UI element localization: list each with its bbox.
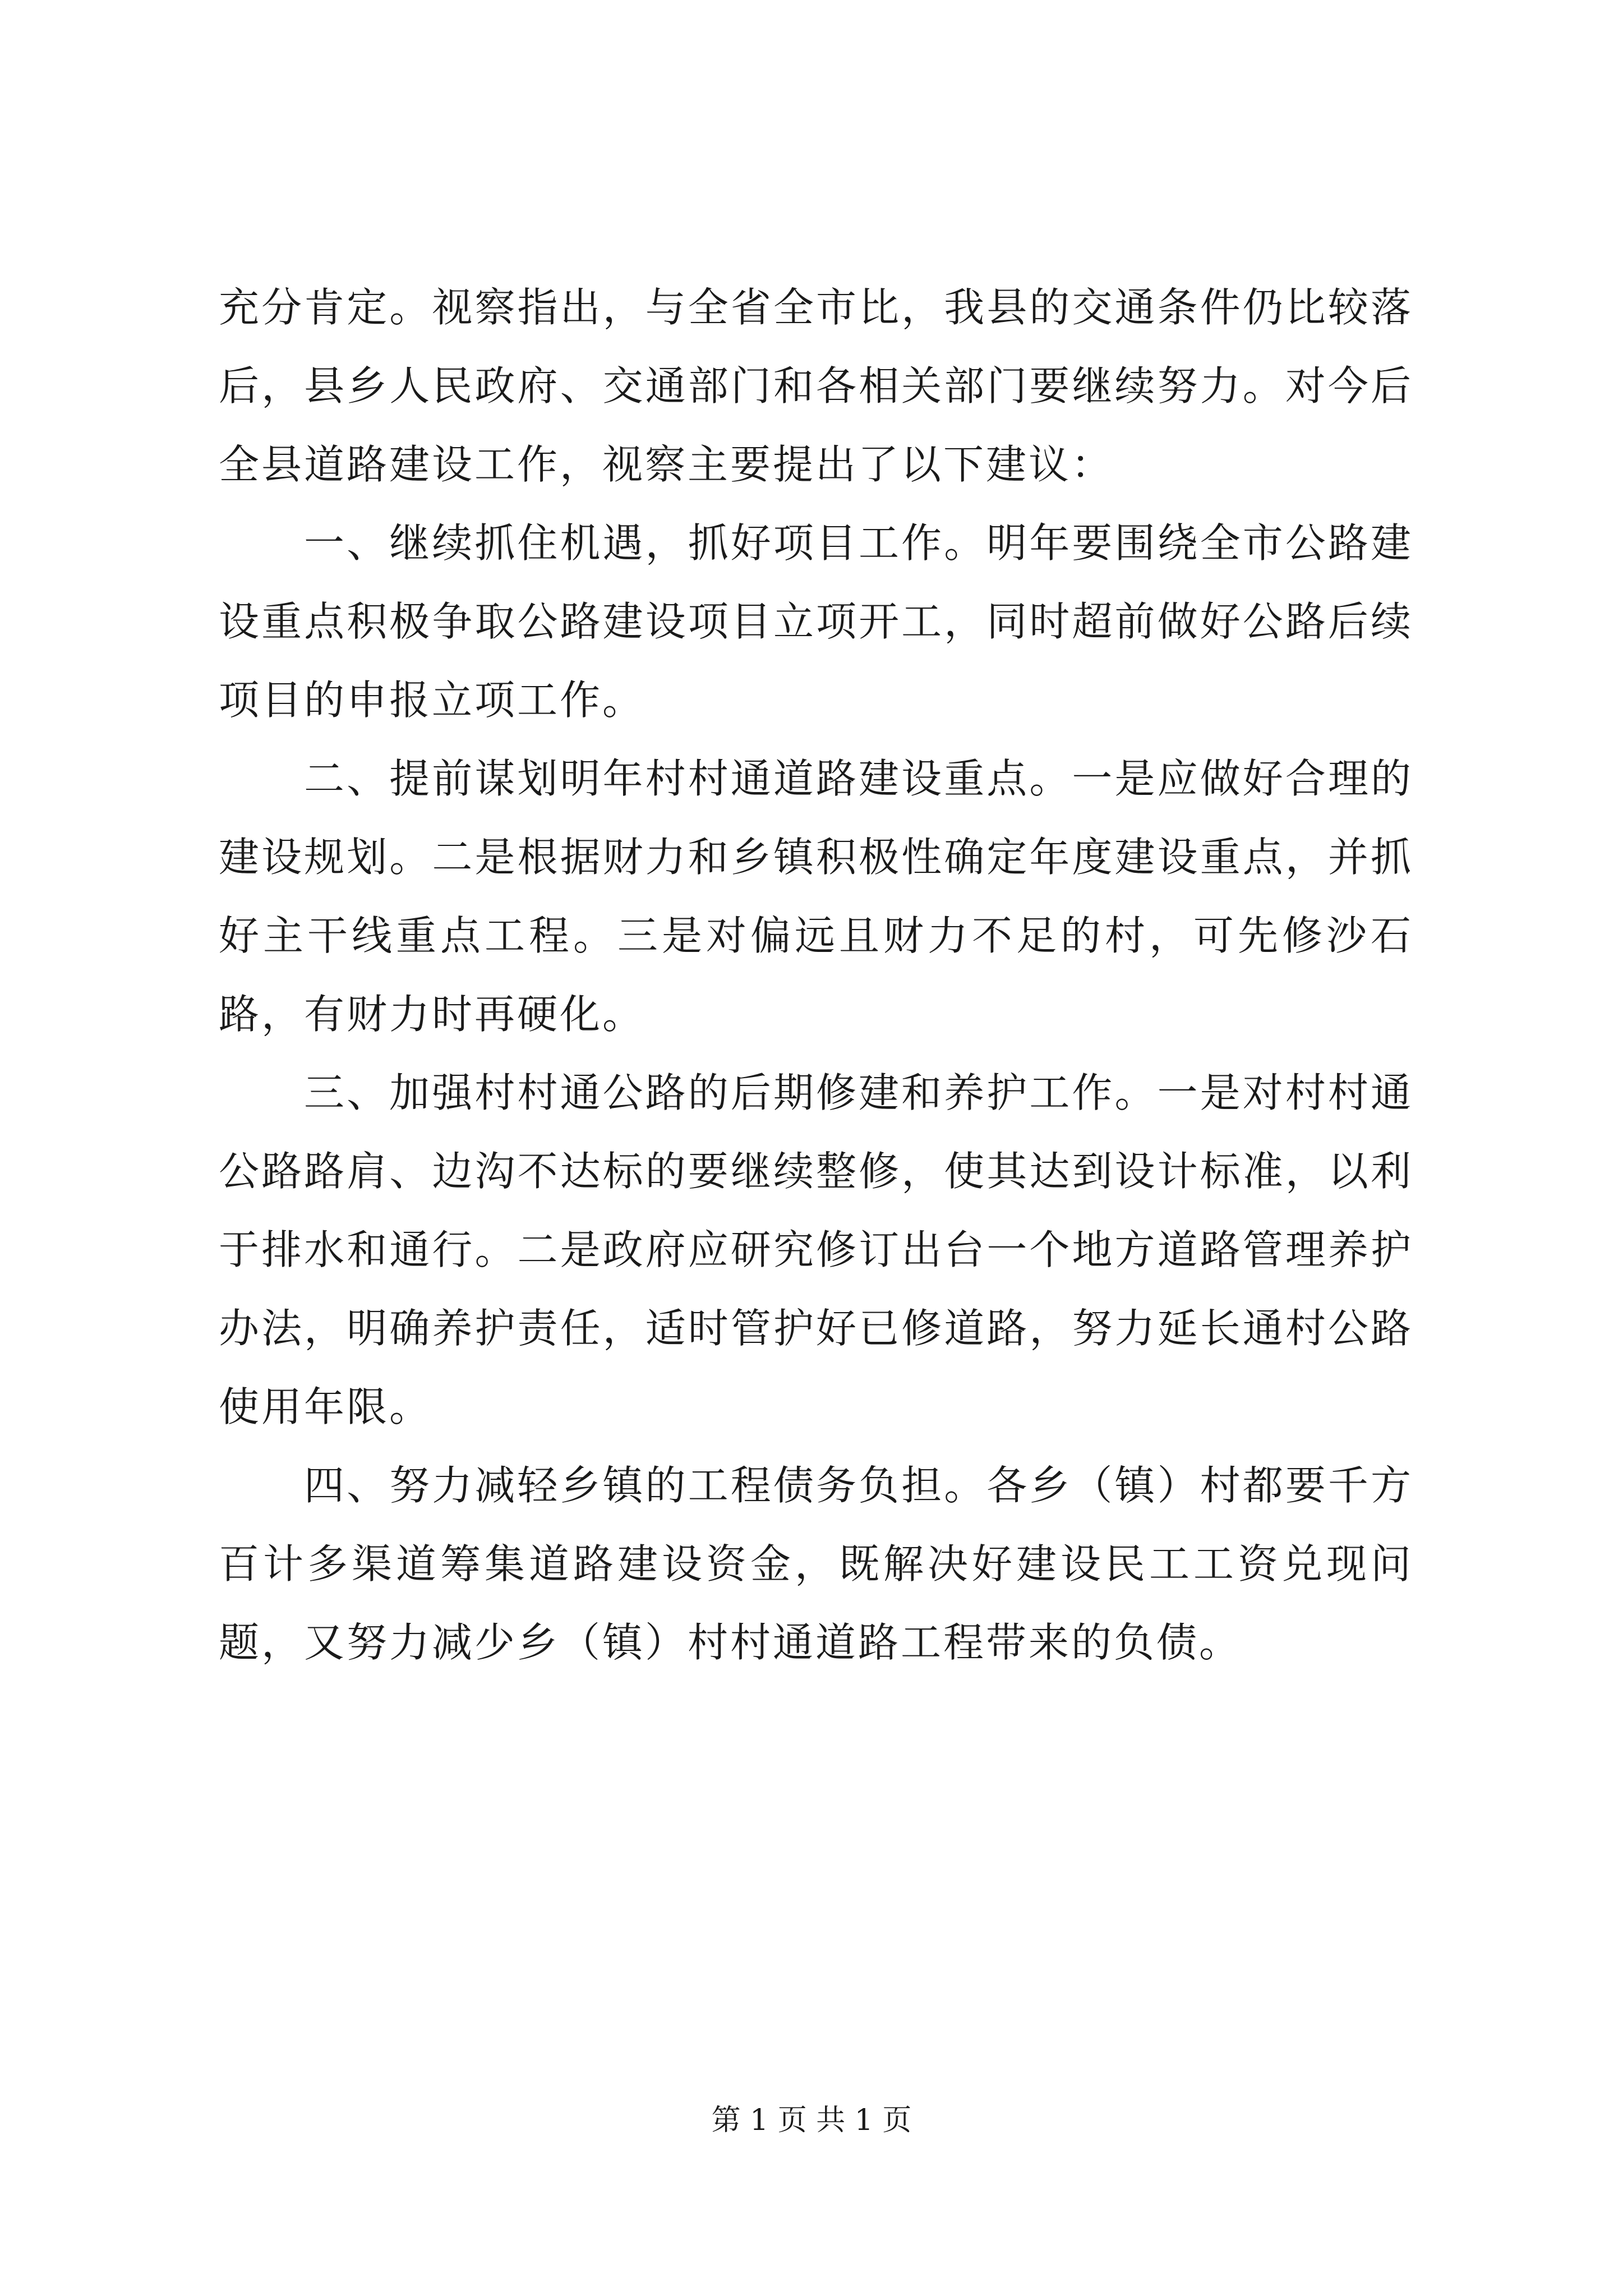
paragraph-suggestion-1: 一、继续抓住机遇，抓好项目工作。明年要围绕全市公路建设重点积极争取公路建设项目立项开工，同时超前做好公路后续项目的申报立项工作。: [219, 519, 1413, 724]
paragraph-suggestion-3: 三、加强村村通公路的后期修建和养护工作。一是对村村通公路路肩、边沟不达标的要继续整修，使其达到设计标准，以利于排水和通行。二是政府应研究修订出台一个地方道路管理养护办法，明确养护责任，适时管护好已修道路，努力延长通村公路使用年限。: [219, 1069, 1413, 1430]
paragraph-suggestion-2: 二、提前谋划明年村村通道路建设重点。一是应做好合理的建设规划。二是根据财力和乡镇积极性确定年度建设重点，并抓好主干线重点工程。三是对偏远且财力不足的村，可先修沙石路，有财力时再硬化。: [219, 755, 1413, 1038]
page-footer: 第 1 页 共 1 页: [711, 2104, 912, 2137]
paragraph-suggestion-4: 四、努力减轻乡镇的工程债务负担。各乡（镇）村都要千方百计多渠道筹集道路建设资金，既解决好建设民工工资兑现问题，又努力减少乡（镇）村村通道路工程带来的负债。: [219, 1462, 1413, 1666]
paragraph-continuation: 充分肯定。视察指出，与全省全市比，我县的交通条件仍比较落后，县乡人民政府、交通部门和各相关部门要继续努力。对今后全县道路建设工作，视察主要提出了以下建议：: [219, 284, 1413, 488]
document-body: [219, 268, 1413, 1682]
